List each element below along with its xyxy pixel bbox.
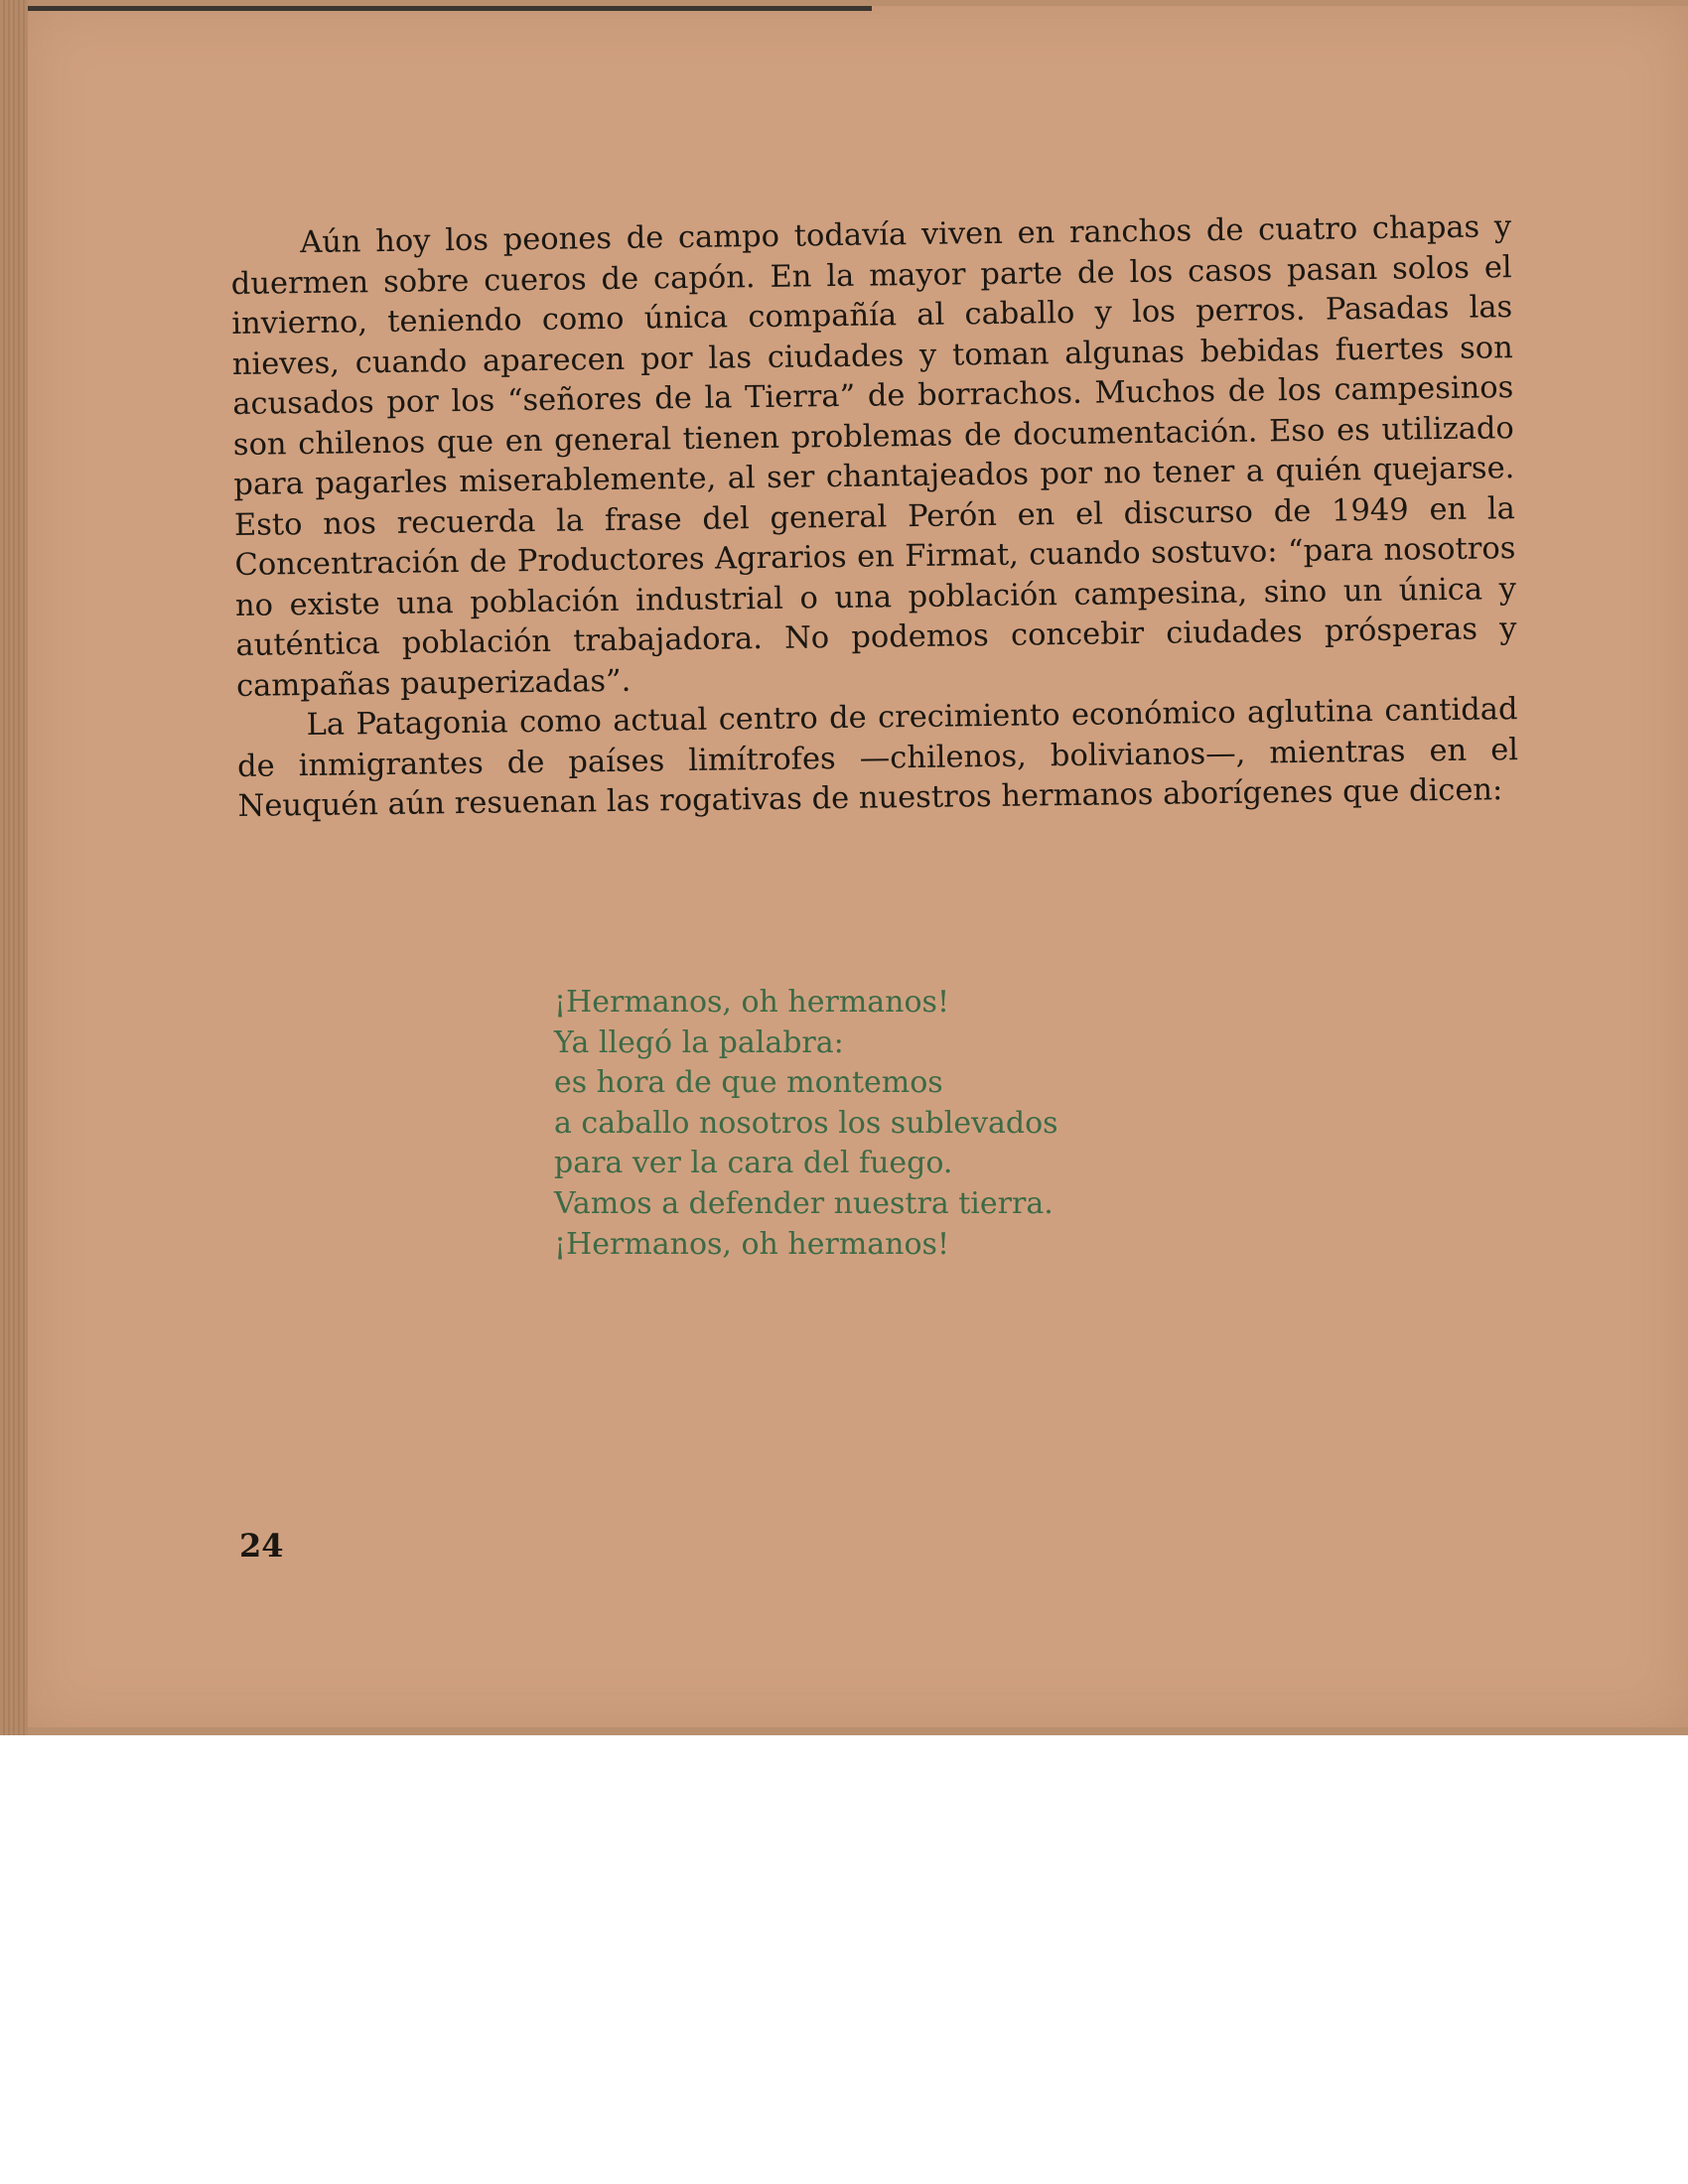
poem-line: para ver la cara del fuego. [554, 1146, 953, 1181]
page-stack-edge [0, 0, 28, 1735]
top-edge-line [28, 6, 872, 11]
poem-line: ¡Hermanos, oh hermanos! [554, 985, 949, 1020]
poem-line: ¡Hermanos, oh hermanos! [554, 1226, 949, 1262]
body-text [230, 207, 1519, 827]
page-number: 24 [239, 1527, 284, 1565]
poem-line: Ya llegó la palabra: [554, 1024, 844, 1060]
paragraph-1: Aún hoy los peones de campo todavía viven en ranchos de cuatro chapas y duermen sobre cueros de capón. En la mayor parte de los casos pasan solos el invierno, teniendo como única compañía al caballo y los perros. Pasadas las nieves, cuando aparecen por las ciudades y toman algunas bebidas fuertes son acusados por los “señores de la Tierra” de borrachos. Muchos de los campesinos son chilenos que en general tienen problemas de documentación. Eso es utilizado para pagarles miserablemente, al ser chantajeados por no tener a quién quejarse. Esto nos recuerda la frase del general Perón en el discurso de 1949 en la Concentración de Productores Agrarios en Firmat, cuando sostuvo: “para nosotros no existe una población industrial o una población campesina, sino un única y auténtica población trabajadora. No podemos concebir ciudades prósperas y campañas pauperizadas”. [230, 209, 1517, 704]
poem-quote [554, 983, 1058, 1265]
paragraph-2: La Patagonia como actual centro de crecimiento económico aglutina cantidad de inmigrantes de países limítrofes —chilenos, bolivianos—, mientras en el Neuquén aún resuenan las rogativas de nuestros hermanos aborígenes que dicen: [236, 692, 1519, 824]
poem-line: a caballo nosotros los sublevados [554, 1105, 1058, 1141]
poem-line: Vamos a defender nuestra tierra. [554, 1185, 1054, 1221]
poem-line: es hora de que montemos [554, 1065, 943, 1101]
